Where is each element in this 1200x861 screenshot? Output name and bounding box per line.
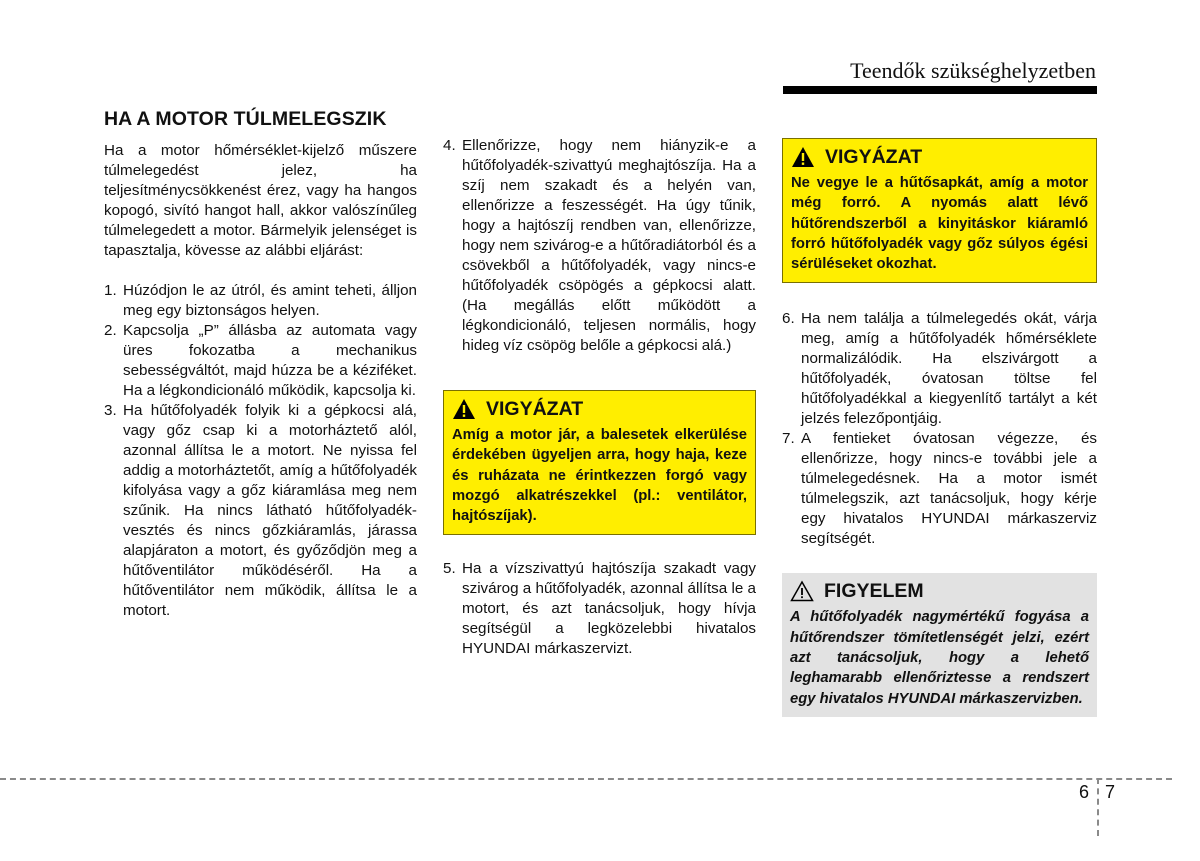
step-item: [104, 321, 417, 401]
warning-header: [452, 397, 747, 421]
step-text: A fentieket óvatosan végezze, és ellenőrizze, hogy nincs-e további jele a túlmelegedésnek. Ha a motor ismét túlmelegszik, azt tanácsoljuk, hogy kérje egy hivatalos HYUNDAI márkaszerviz segítségét.: [801, 430, 1097, 548]
step-number: 7.: [782, 430, 795, 448]
warning-triangle-icon: [791, 146, 815, 168]
step-item: [104, 281, 417, 321]
step-item: [443, 559, 756, 659]
warning-box-moving-parts: [443, 390, 756, 535]
warning-text: Amíg a motor jár, a balesetek elkerülése érdekében ügyeljen arra, hogy haja, keze és ruházata ne érintkezzen forgó vagy mozgó alkatrészekkel (pl.: ventilátor, hajtószíjak).: [452, 427, 747, 525]
footer-page-divider: [1097, 778, 1099, 836]
chapter-title: Teendők szükséghelyzetben: [850, 58, 1096, 83]
step-number: 1.: [104, 282, 117, 299]
warning-triangle-icon: [452, 398, 476, 420]
notice-header: [790, 579, 1089, 603]
steps-list-3: [782, 309, 1097, 549]
step-text: Húzódjon le az útról, és amint teheti, álljon meg egy biztonságos helyen.: [123, 282, 417, 319]
steps-list-1: [104, 281, 417, 621]
step-number: 5.: [443, 560, 456, 578]
warning-box-radiator-cap: [782, 138, 1097, 283]
step-number: 4.: [443, 137, 456, 154]
step-number: 2.: [104, 322, 117, 339]
step-text: Ha nem találja a túlmelegedés okát, várja meg, amíg a hűtőfolyadék hőmérséklete normalizálódik. Ha elszivárgott a hűtőfolyadék, óvatosan töltse fel hűtőfolyadékkal a kiegyenlítő tartályt a két jelzés felezőpontjáig.: [801, 310, 1097, 428]
step-item: [443, 136, 756, 356]
notice-text: A hűtőfolyadék nagymértékű fogyása a hűtőrendszer tömítetlenségét jelzi, ezért azt tanácsoljuk, hogy a lehető leghamarabb ellenőriztesse a rendszert egy hivatalos HYUNDAI márkaszervizben.: [790, 609, 1089, 707]
step-number: 3.: [104, 402, 117, 419]
step-item: [782, 309, 1097, 429]
warning-header: [791, 145, 1088, 169]
chapter-title-rule: [783, 86, 1097, 94]
page-number: 7: [1105, 782, 1116, 802]
steps-list-2a: [443, 136, 756, 356]
column-1: [104, 107, 417, 621]
column-3: [782, 138, 1097, 717]
step-number: 6.: [782, 310, 795, 328]
chapter-number: 6: [1079, 782, 1090, 802]
step-item: [782, 429, 1097, 549]
intro-paragraph: Ha a motor hőmérséklet-kijelző műszere túlmelegedést jelez, ha teljesítménycsökkenést érez, vagy ha hangos kopogó, sivító hangot hall, akkor valószínűleg túlmelegedett a motor. Bármelyik jelenséget is tapasztalja, kövesse az alábbi eljárást:: [104, 142, 417, 259]
warning-text: Ne vegye le a hűtősapkát, amíg a motor még forró. A nyomás alatt lévő hűtőrendszerből a kinyitáskor kiáramló forró hűtőfolyadék vagy gőz súlyos égési sérüléseket okozhat.: [791, 175, 1088, 273]
section-heading: HA A MOTOR TÚLMELEGSZIK: [104, 108, 387, 130]
step-text: Ha a vízszivattyú hajtószíja szakadt vagy szivárog a hűtőfolyadék, azonnal állítsa le a motort, és azt tanácsoljuk, hogy hívja segítségül a legközelebbi hivatalos HYUNDAI márkaszervizt.: [462, 560, 756, 658]
step-item: [104, 401, 417, 621]
notice-box: [782, 573, 1097, 716]
steps-list-2b: [443, 559, 756, 659]
column-2: [443, 136, 756, 659]
step-text: Kapcsolja „P” állásba az automata vagy üres fokozatba a mechanikus sebességváltót, majd húzza be a kéziféket. Ha a légkondicionáló működik, kapcsolja ki.: [123, 322, 417, 399]
notice-title: FIGYELEM: [824, 580, 924, 603]
step-text: Ha hűtőfolyadék folyik ki a gépkocsi alá, vagy gőz csap ki a motorháztető alól, azonnal állítsa le a motort. Ne nyissa fel addig a motorháztetőt, amíg a hűtőfolyadék kifolyása vagy a gőz kiáramlása meg nem szűnik. Ha nincs látható hűtőfolyadék-vesztés és nincs gőzkiáramlás, járassa alapjáraton a motort, és győződjön meg a hűtőventilátor működéséről. Ha a hűtőventilátor nem működik, állítsa le a motort.: [123, 402, 417, 619]
warning-title: VIGYÁZAT: [825, 146, 923, 168]
step-text: Ellenőrizze, hogy nem hiányzik-e a hűtőfolyadék-szivattyú meghajtószíja. Ha a szíj nem szakadt és a helyén van, ellenőrizze a feszességét. Ha úgy tűnik, hogy a hajtószíj rendben van, ellenőrizze, hogy nem szivárog-e a hűtőradiátorból és a csövekből a hűtőfolyadék, vagy nincs-e hűtőfolyadék csöpögés a gépkocsi alatt. (Ha megállás előtt működött a légkondicionáló, teljesen normális, hogy hideg víz csöpög belőle a gépkocsi alá.): [462, 137, 756, 354]
caution-outline-triangle-icon: [790, 580, 814, 602]
footer-dashed-rule: [0, 778, 1172, 780]
warning-title: VIGYÁZAT: [486, 398, 584, 420]
